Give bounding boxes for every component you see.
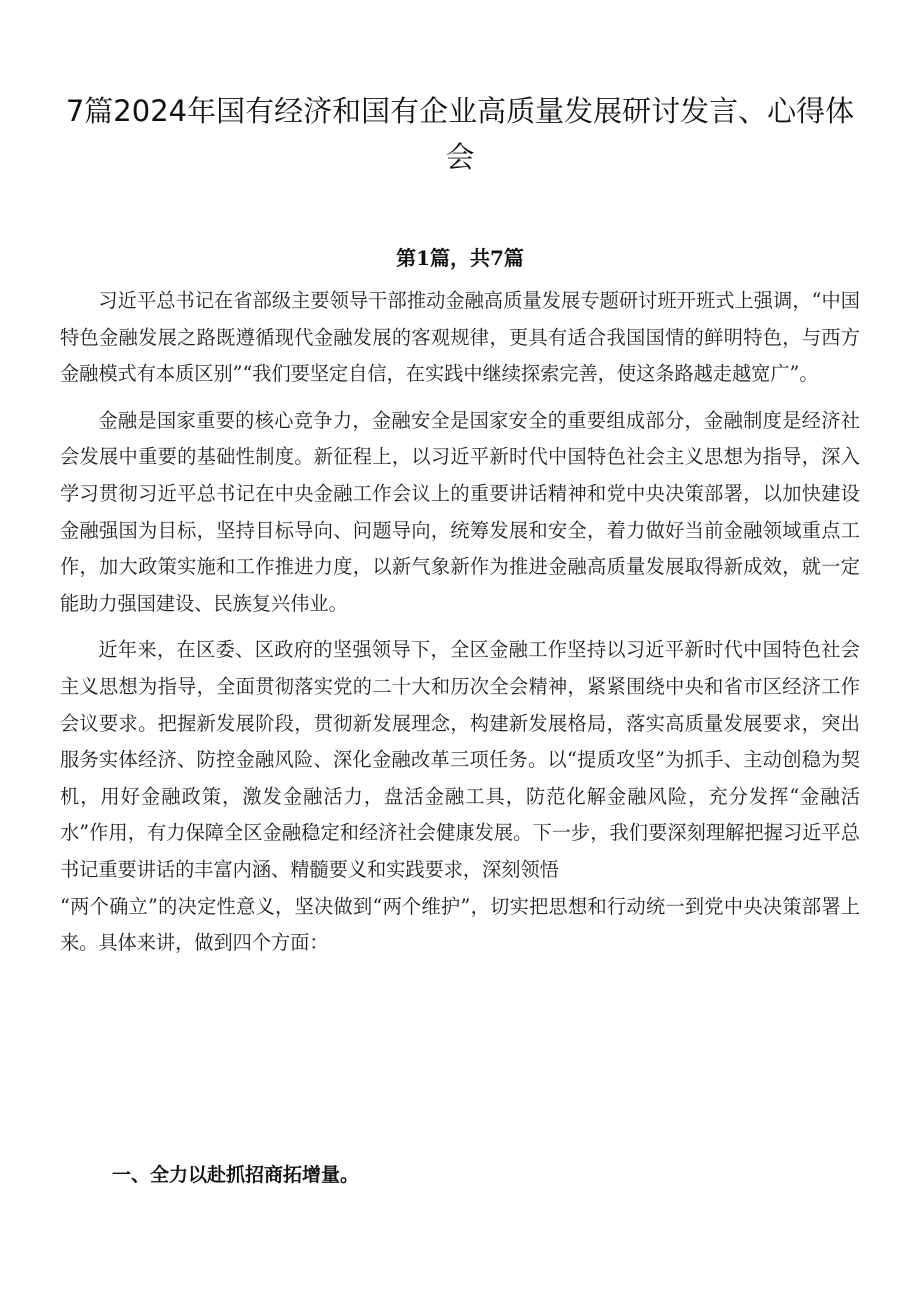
- document-title: 7篇2024年国有经济和国有企业高质量发展研讨发言、心得体会: [65, 94, 855, 174]
- subsection-heading: 一、全力以赴抓招商拓增量。: [112, 1164, 360, 1186]
- section-heading: 第1篇，共7篇: [396, 246, 524, 270]
- paragraph: 金融是国家重要的核心竞争力，金融安全是国家安全的重要组成部分，金融制度是经济社会发展中重要的基础性制度。新征程上，以习近平新时代中国特色社会主义思想为指导，深入学习贯彻习近平总书记在中央金融工作会议上的重要讲话精神和党中央决策部署，以加快建设金融强国为目标，坚持目标导向、问题导向，统筹发展和安全，着力做好当前金融领域重点工作，加大政策实施和工作推进力度，以新气象新作为推进金融高质量发展取得新成效，就一定能助力强国建设、民族复兴伟业。: [60, 408, 860, 615]
- paragraph: 近年来，在区委、区政府的坚强领导下，全区金融工作坚持以习近平新时代中国特色社会主义思想为指导，全面贯彻落实党的二十大和历次全会精神，紧紧围绕中央和省市区经济工作会议要求。把握新发展阶段，贯彻新发展理念，构建新发展格局，落实高质量发展要求，突出服务实体经济、防控金融风险、深化金融改革三项任务。以“提质攻坚”为抓手、主动创稳为契机，用好金融政策，激发金融活力，盘活金融工具，防范化解金融风险，充分发挥“金融活水”作用，有力保障全区金融稳定和经济社会健康发展。下一步，我们要深刻理解把握习近平总书记重要讲话的丰富内涵、精髓要义和实践要求，深刻领悟: [60, 638, 860, 881]
- paragraph: “两个确立”的决定性意义，坚决做到“两个维护”，切实把思想和行动统一到党中央决策部署上来。具体来讲，做到四个方面：: [60, 894, 860, 955]
- paragraph: 习近平总书记在省部级主要领导干部推动金融高质量发展专题研讨班开班式上强调，“中国特色金融发展之路既遵循现代金融发展的客观规律，更具有适合我国国情的鲜明特色，与西方金融模式有本质区别”“我们要坚定自信，在实践中继续探索完善，使这条路越走越宽广”。: [60, 289, 860, 386]
- document-body: [60, 283, 860, 962]
